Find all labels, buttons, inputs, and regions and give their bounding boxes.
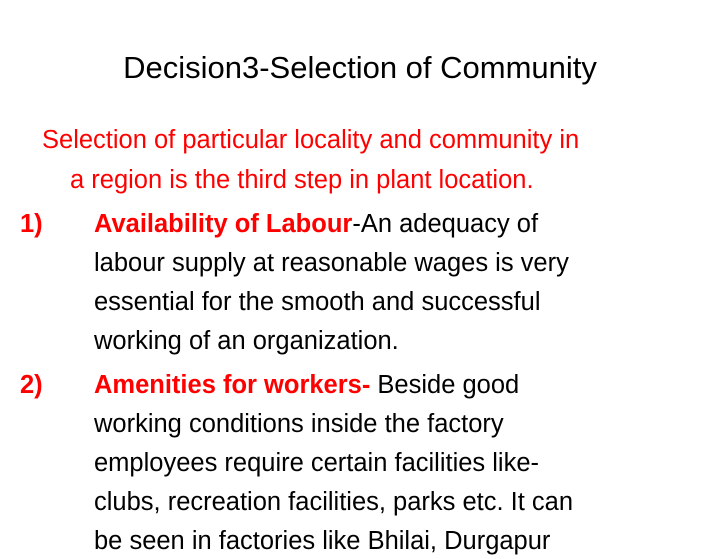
point-2-heading: Amenities for workers- xyxy=(94,371,371,399)
point-2-first-line xyxy=(94,367,519,403)
intro-line-2: a region is the third step in plant location. xyxy=(70,166,534,194)
point-2-first-line-text: Beside good xyxy=(370,371,520,399)
point-2-line: clubs, recreation facilities, parks etc. It can xyxy=(94,488,574,516)
point-2-line: employees require certain facilities like- xyxy=(94,449,540,477)
point-2-line: be seen in factories like Bhilai, Durgapur xyxy=(94,527,551,555)
point-1-heading: Availability of Labour xyxy=(94,210,353,238)
point-1-first-line xyxy=(94,206,538,242)
point-2-line: working conditions inside the factory xyxy=(94,410,504,438)
intro-line-1: Selection of particular locality and community in xyxy=(42,126,580,154)
point-1-line: essential for the smooth and successful xyxy=(94,288,541,316)
point-number-2: 2) xyxy=(20,371,43,399)
point-1-line: labour supply at reasonable wages is very xyxy=(94,249,569,277)
point-1-line: working of an organization. xyxy=(94,327,399,355)
slide-title: Decision3-Selection of Community xyxy=(123,50,597,85)
point-number-1: 1) xyxy=(20,210,43,238)
point-1-first-line-text: -An adequacy of xyxy=(352,210,539,238)
